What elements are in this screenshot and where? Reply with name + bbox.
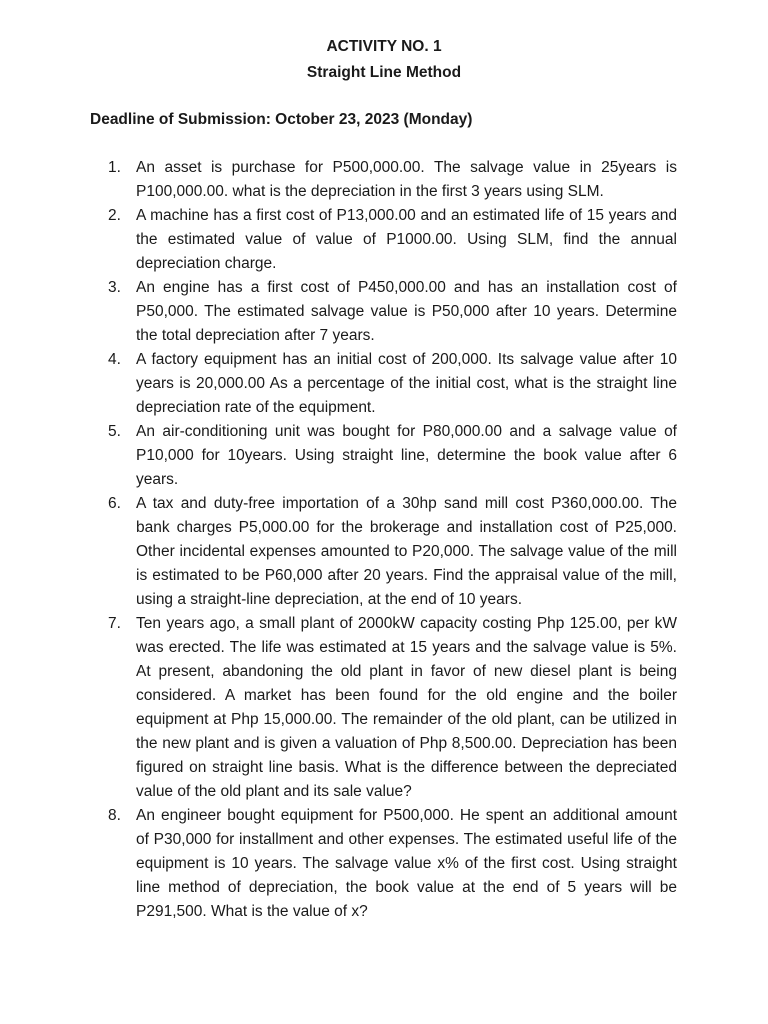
question-text: A tax and duty-free importation of a 30hp sand mill cost P360,000.00. The bank charges P5,000.00 for the brokerage and installation cost of P25,000. Other incidental expenses amounted to P20,000. The salvage value of the mill is estimated to be P60,000 after 20 years. Find the appraisal value of the mill, using a straight-line depreciation, at the end of 10 years. — [136, 495, 677, 608]
activity-subtitle: Straight Line Method — [306, 64, 462, 81]
question-text: A machine has a first cost of P13,000.00 and an estimated life of 15 years and the estimated value of value of P1000.00. Using SLM, find the annual depreciation charge. — [136, 207, 677, 272]
question-text: An air-conditioning unit was bought for P80,000.00 and a salvage value of P10,000 for 10years. Using straight line, determine the book value after 6 years. — [136, 423, 677, 488]
question-list — [0, 156, 768, 924]
question-text: An asset is purchase for P500,000.00. The salvage value in 25years is P100,000.00. what is the depreciation in the first 3 years using SLM. — [136, 159, 677, 200]
question-text: A factory equipment has an initial cost of 200,000. Its salvage value after 10 years is 20,000.00 As a percentage of the initial cost, what is the straight line depreciation rate of the equipment. — [136, 351, 677, 416]
question-number: 4. — [108, 351, 121, 368]
question-number: 3. — [108, 279, 121, 296]
question-number: 1. — [108, 159, 121, 176]
question-number: 5. — [108, 423, 121, 440]
question-number: 7. — [108, 615, 121, 632]
question-text: Ten years ago, a small plant of 2000kW capacity costing Php 125.00, per kW was erected. The life was estimated at 15 years and the salvage value is 5%. At present, abandoning the old plant in favor of new diesel plant is being considered. A market has been found for the old engine and the boiler equipment at Php 15,000.00. The remainder of the old plant, can be utilized in the new plant and is given a valuation of Php 8,500.00. Depreciation has been figured on straight line basis. What is the difference between the depreciated value of the old plant and its sale value? — [136, 615, 677, 800]
question-item-3 — [0, 276, 677, 348]
deadline-text: Deadline of Submission: October 23, 2023 (Monday) — [90, 111, 473, 128]
activity-title: ACTIVITY NO. 1 — [326, 38, 442, 55]
question-item-7 — [0, 612, 677, 804]
question-item-4 — [0, 348, 677, 420]
question-item-6 — [0, 492, 677, 612]
question-text: An engineer bought equipment for P500,000. He spent an additional amount of P30,000 for installment and other expenses. The estimated useful life of the equipment is 10 years. The salvage value x% of the first cost. Using straight line method of depreciation, the book value at the end of 5 years will be P291,500. What is the value of x? — [136, 807, 677, 920]
question-item-1 — [0, 156, 677, 204]
question-text: An engine has a first cost of P450,000.00 and has an installation cost of P50,000. The estimated salvage value is P50,000 after 10 years. Determine the total depreciation after 7 years. — [136, 279, 677, 344]
question-item-8 — [0, 804, 677, 924]
question-item-2 — [0, 204, 677, 276]
question-number: 8. — [108, 807, 121, 824]
question-number: 2. — [108, 207, 121, 224]
question-item-5 — [0, 420, 677, 492]
question-number: 6. — [108, 495, 121, 512]
